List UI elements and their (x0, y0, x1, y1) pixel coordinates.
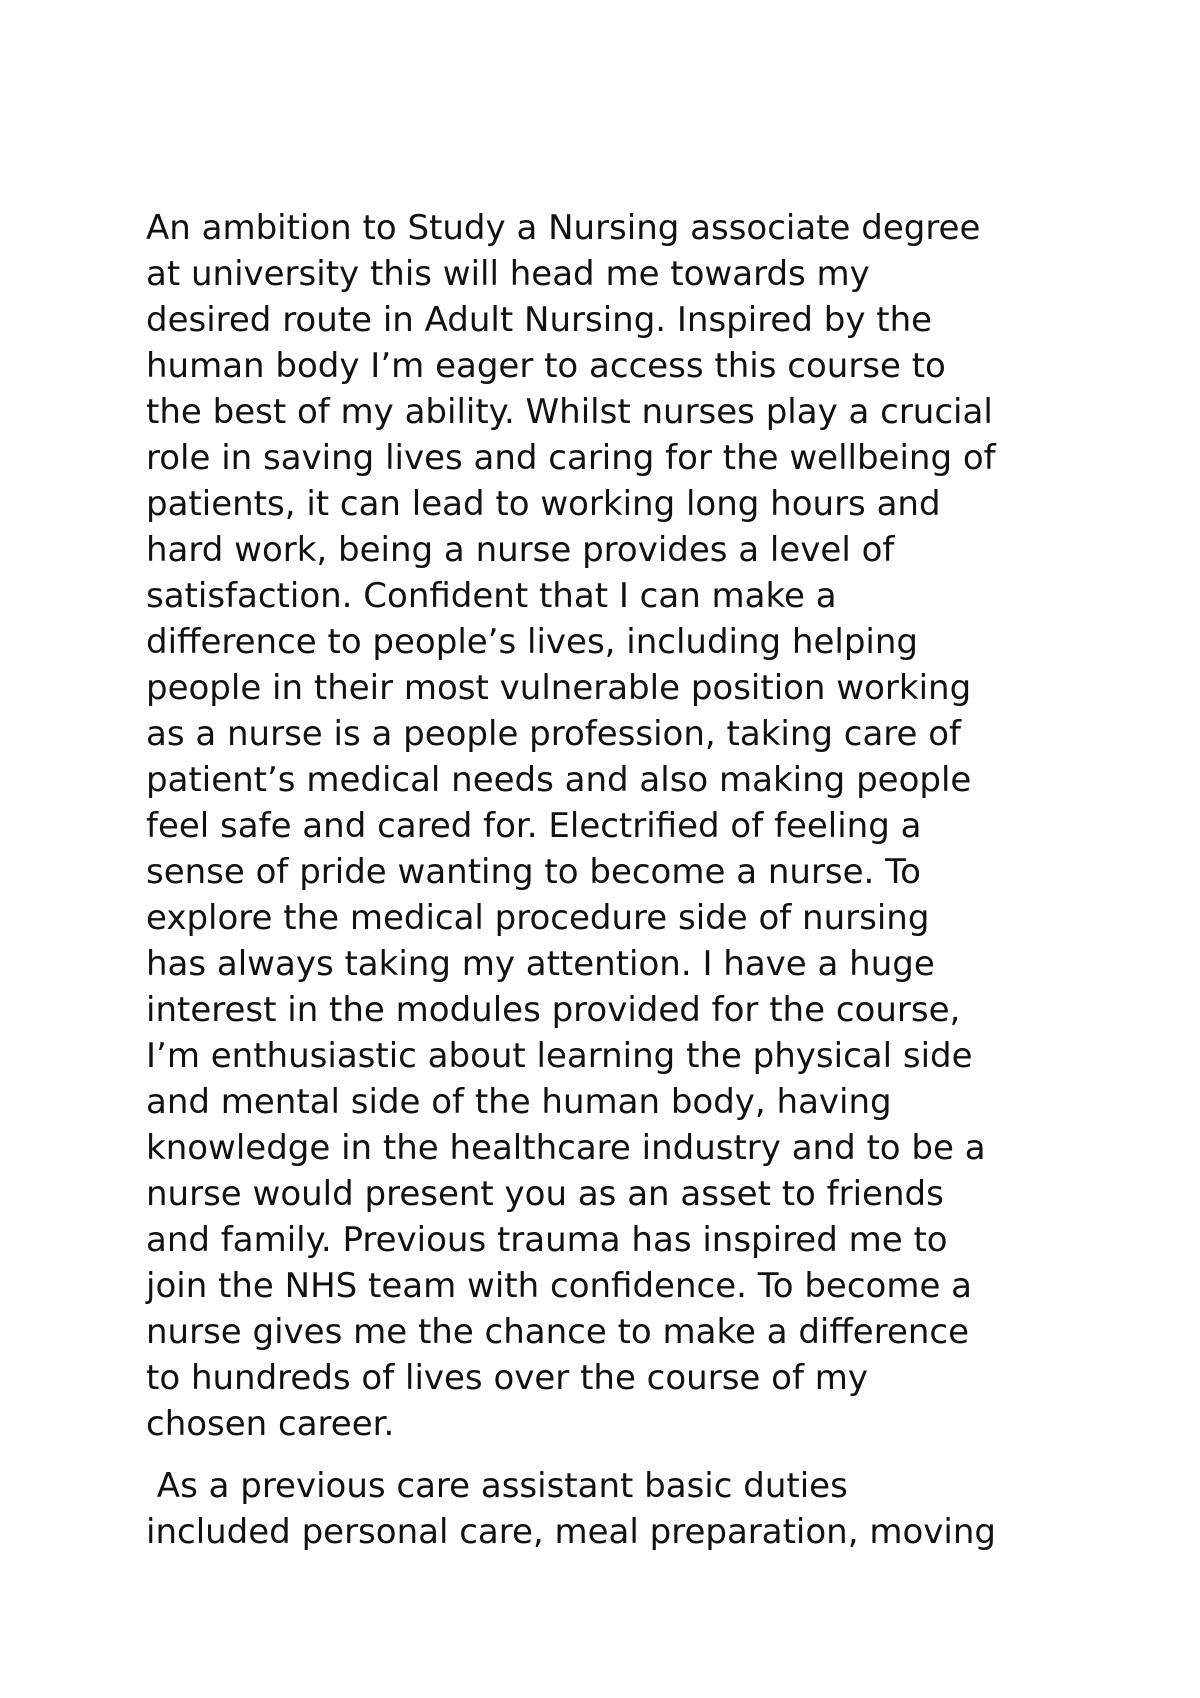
text-line: feel safe and cared for. Electrified of feeling a (146, 806, 922, 846)
text-line: knowledge in the healthcare industry and to be a (146, 1128, 986, 1168)
text-line: As a previous care assistant basic duties (146, 1466, 848, 1506)
text-line: human body I’m eager to access this course to (146, 346, 946, 386)
text-line: patients, it can lead to working long hours and (146, 484, 941, 524)
text-line: the best of my ability. Whilst nurses play a crucial (146, 392, 993, 432)
text-line: explore the medical procedure side of nursing (146, 898, 930, 938)
text-line: nurse would present you as an asset to friends (146, 1174, 944, 1214)
text-line: nurse gives me the chance to make a difference (146, 1312, 970, 1352)
text-line: desired route in Adult Nursing. Inspired by the (146, 300, 933, 340)
text-line: patient’s medical needs and also making people (146, 760, 972, 800)
text-line: chosen career. (146, 1404, 395, 1444)
text-line: I’m enthusiastic about learning the physical side (146, 1036, 973, 1076)
text-line: as a nurse is a people profession, taking care of (146, 714, 962, 754)
paragraph-2 (146, 1463, 1076, 1555)
text-line: satisfaction. Confident that I can make a (146, 576, 837, 616)
text-line: join the NHS team with confidence. To become a (146, 1266, 973, 1306)
text-line: sense of pride wanting to become a nurse. To (146, 852, 921, 892)
text-line: hard work, being a nurse provides a level of (146, 530, 895, 570)
text-line: people in their most vulnerable position working (146, 668, 972, 708)
text-line: at university this will head me towards my (146, 254, 870, 294)
text-line: and mental side of the human body, having (146, 1082, 892, 1122)
text-line: included personal care, meal preparation, moving (146, 1512, 996, 1552)
text-line: An ambition to Study a Nursing associate degree (146, 208, 981, 248)
text-line: to hundreds of lives over the course of my (146, 1358, 868, 1398)
paragraph-1 (146, 205, 1076, 1447)
text-line: role in saving lives and caring for the wellbeing of (146, 438, 996, 478)
text-line: difference to people’s lives, including helping (146, 622, 918, 662)
text-line: interest in the modules provided for the course, (146, 990, 961, 1030)
text-line: and family. Previous trauma has inspired me to (146, 1220, 948, 1260)
text-line: has always taking my attention. I have a huge (146, 944, 935, 984)
